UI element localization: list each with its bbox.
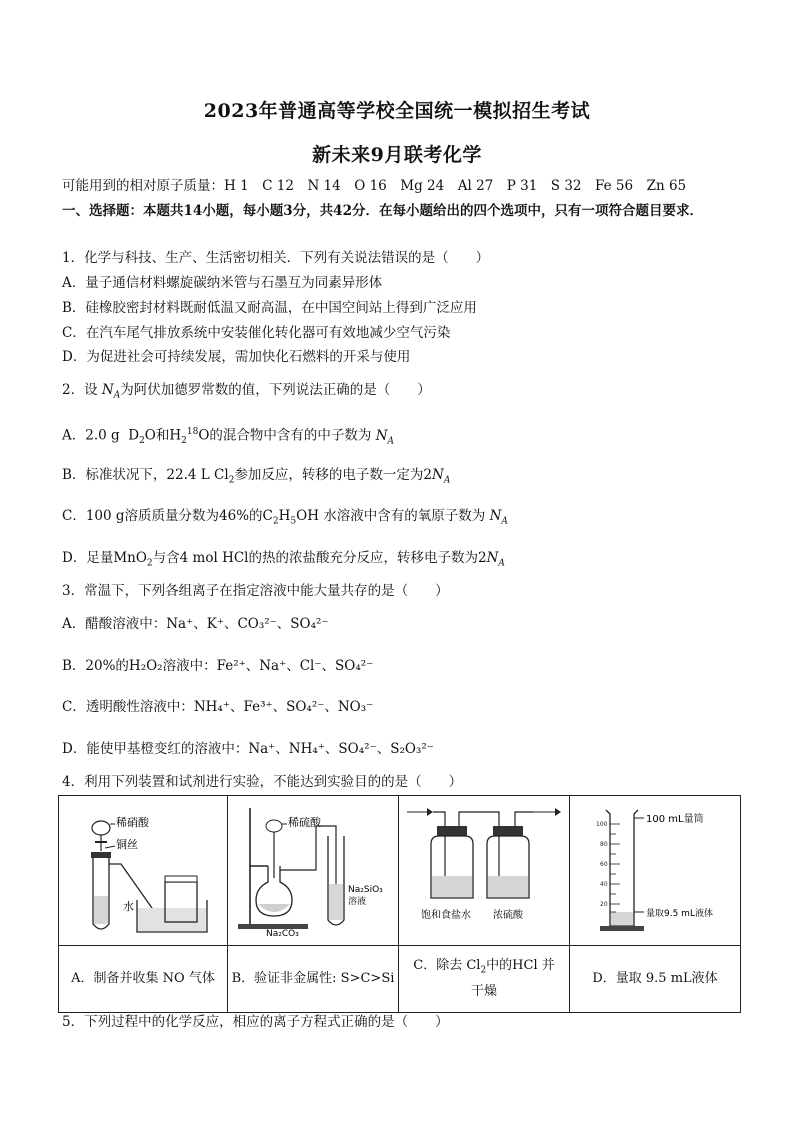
svg-text:100 mL量筒: 100 mL量筒 bbox=[646, 814, 704, 825]
q2-stem-post: 为阿伏加德罗常数的值，下列说法正确的是（ ） bbox=[120, 382, 431, 398]
apparatus-a-drawing bbox=[59, 796, 227, 941]
svg-text:溶液: 溶液 bbox=[348, 897, 367, 907]
svg-text:80: 80 bbox=[600, 841, 608, 848]
atomic-masses: 可能用到的相对原子质量：H 1 C 12 N 14 O 16 Mg 24 Al 27 P 31 S 32 Fe 56 Zn 65 bbox=[62, 178, 687, 194]
apparatus-d bbox=[570, 796, 741, 946]
svg-text:Na₂CO₃: Na₂CO₃ bbox=[266, 929, 299, 939]
svg-text:铜丝: 铜丝 bbox=[116, 838, 138, 851]
q1-option-a: A．量子通信材料螺旋碳纳米管与石墨互为同素异形体 bbox=[62, 275, 383, 291]
q1-stem: 1．化学与科技、生产、生活密切相关．下列有关说法错误的是（ ） bbox=[62, 250, 490, 266]
svg-text:40: 40 bbox=[600, 881, 608, 888]
svg-text:20: 20 bbox=[600, 901, 608, 908]
q3-stem: 3．常温下，下列各组离子在指定溶液中能大量共存的是（ ） bbox=[62, 583, 449, 599]
apparatus-c-drawing bbox=[399, 796, 569, 941]
svg-text:100: 100 bbox=[596, 821, 608, 828]
q3-option-b: B．20%的H₂O₂溶液中：Fe²⁺、Na⁺、Cl⁻、SO₄²⁻ bbox=[62, 658, 374, 674]
avogadro-symbol: $N_A$ bbox=[101, 382, 121, 401]
q4-apparatus-table bbox=[58, 795, 741, 1013]
svg-text:浓硫酸: 浓硫酸 bbox=[493, 910, 523, 921]
q4-stem: 4．利用下列装置和试剂进行实验，不能达到实验目的的是（ ） bbox=[62, 774, 463, 790]
svg-text:水: 水 bbox=[123, 900, 134, 913]
q1-option-c: C．在汽车尾气排放系统中安装催化转化器可有效地减少空气污染 bbox=[62, 325, 451, 341]
q2-option-c: C．100 g溶质质量分数为46%的$C_2H_5OH$ 水溶液中含有的氧原子数为 $N_A$ bbox=[62, 508, 508, 527]
svg-text:60: 60 bbox=[600, 861, 608, 868]
section-heading: 一、选择题：本题共14小题，每小题3分，共42分．在每小题给出的四个选项中，只有一项符合题目要求． bbox=[62, 203, 703, 219]
apparatus-b bbox=[228, 796, 399, 946]
svg-text:Na₂SiO₃: Na₂SiO₃ bbox=[348, 885, 383, 895]
caption-d: D．量取 9.5 mL液体 bbox=[570, 946, 741, 1013]
q2-option-b: B．标准状况下，22.4 L $Cl_2$参加反应，转移的电子数一定为$2N_A$ bbox=[62, 467, 451, 486]
exam-subtitle: 新未来9月联考化学 bbox=[312, 144, 482, 166]
apparatus-b-drawing bbox=[228, 796, 398, 941]
q3-option-a: A．醋酸溶液中：Na⁺、K⁺、CO₃²⁻、SO₄²⁻ bbox=[62, 616, 329, 632]
q3-option-d: D．能使甲基橙变红的溶液中：Na⁺、NH₄⁺、SO₄²⁻、S₂O₃²⁻ bbox=[62, 741, 434, 757]
caption-c: C．除去 $Cl_2$中的HCl 并 干燥 bbox=[399, 946, 570, 1013]
apparatus-a bbox=[59, 796, 228, 946]
q2-option-a: A．2.0 g $D_2O$和$H_2^{18}O$的混合物中含有的中子数为 $N_A$ bbox=[62, 427, 395, 447]
caption-a: A．制备并收集 NO 气体 bbox=[59, 946, 228, 1013]
svg-text:饱和食盐水: 饱和食盐水 bbox=[421, 910, 471, 921]
exam-title: 2023年普通高等学校全国统一模拟招生考试 bbox=[203, 100, 591, 122]
q3-option-c: C．透明酸性溶液中：NH₄⁺、Fe³⁺、SO₄²⁻、NO₃⁻ bbox=[62, 699, 374, 715]
q5-stem: 5．下列过程中的化学反应，相应的离子方程式正确的是（ ） bbox=[62, 1014, 449, 1030]
apparatus-c bbox=[399, 796, 570, 946]
svg-text:稀硝酸: 稀硝酸 bbox=[116, 816, 149, 829]
q1-option-b: B．硅橡胶密封材料既耐低温又耐高温，在中国空间站上得到广泛应用 bbox=[62, 300, 477, 316]
apparatus-d-drawing bbox=[570, 796, 740, 941]
q1-option-d: D．为促进社会可持续发展，需加快化石燃料的开采与使用 bbox=[62, 349, 411, 365]
svg-text:量取9.5 mL液体: 量取9.5 mL液体 bbox=[646, 909, 713, 919]
caption-b: B．验证非金属性: S>C>Si bbox=[228, 946, 399, 1013]
q2-option-d: D．足量MnO$_2$与含4 mol HCl的热的浓盐酸充分反应，转移电子数为$2N_A$ bbox=[62, 550, 505, 569]
q2-stem-pre: 2．设 bbox=[62, 382, 98, 398]
svg-text:稀硫酸: 稀硫酸 bbox=[288, 816, 321, 829]
q2-stem bbox=[62, 380, 742, 406]
